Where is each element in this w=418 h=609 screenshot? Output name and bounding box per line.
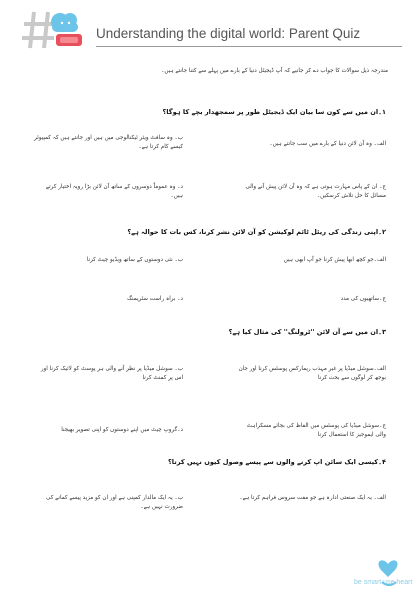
question-3-option-a: الف۔سوشل میڈیا پر غیر مہذب ریمارکس پوسٹس کرنا اور جان بوجھ کر لوگوں سے بحث کرنا: [238, 366, 386, 381]
footer-logo-text: be smart use heart: [354, 579, 413, 586]
be-smart-use-heart-logo-icon: [352, 548, 413, 598]
question-3-option-b: ب۔ سوشل میڈیا پر نظر آنے والی ہر پوسٹ کو لائیک کرنا اور اس پر کمنٹ کرنا: [40, 366, 183, 381]
question-4-option-b: ب۔ یہ ایک مالدار کمپنی ہے اور ان کو مزید پیسے کمانے کی ضرورت نہیں ہے۔: [46, 495, 183, 510]
page-title: Understanding the digital world: Parent Quiz: [96, 26, 361, 41]
quiz-intro: مندرجہ ذیل سوالات کا جواب دے کر جانیے کہ آپ ڈیجیٹل دنیا کے بارے میں پہلے سے کتنا جانتے ہیں۔: [161, 68, 388, 74]
question-2: ۲۔اپنی زندگی کی ریئل ٹائم لوکیشن کو آن لائن نشر کرنا، کس بات کا حوالہ ہے؟: [127, 228, 386, 236]
question-4: ۴۔کیسی ایک سائن اپ کرنے والوں سے پیسے وصول کیوں نہیں کرتا؟: [167, 458, 386, 466]
question-1-option-d: د۔ وہ عموماً دوسروں کے ساتھ آن لائن بڑا رویہ اختیار کرتے ہیں۔: [45, 184, 183, 199]
question-4-option-a: الف۔ یہ ایک صنعتی ادارہ ہے جو مفت سروس فراہم کرتا ہے۔: [239, 495, 386, 501]
question-3-option-d: د۔گروپ چیٹ میں اپنے دوستوں کو اپنی تصویر بھیجنا: [61, 427, 183, 433]
title-underline: [96, 46, 402, 47]
question-1: ۱۔ان میں سے کون سا بیان ایک ڈیجیٹل طور پر سمجھدار بچے کا ہوگا؟: [162, 108, 386, 116]
question-2-option-d: د۔ براہ راست سٹریمنگ: [127, 296, 183, 302]
question-2-option-c: ج۔ساتھیوں کی مدد: [340, 296, 386, 302]
question-3: ۳۔ان میں سے آن لائن ''ٹرولنگ'' کی مثال کیا ہے؟: [228, 328, 386, 336]
question-2-option-b: ب۔ نئی دوستوں کے ساتھ ویڈیو چیٹ کرنا: [86, 257, 183, 263]
question-1-option-c: ج۔ ان کے پاس مہارت ہوتی ہے کہ وہ آن لائن پیش آنے والی مسائل کا حل تلاش کرسکیں۔: [245, 184, 386, 199]
question-1-option-a: الف۔ وہ آن لائن دنیا کے بارے میں سب جانتے ہیں۔: [269, 141, 386, 147]
page-header: [0, 0, 418, 60]
question-3-option-c: ج۔سوشل میڈیا کی پوسٹس میں الفاظ کی بجائے مسکراہٹ والی ایموجیز کا استعمال کرنا: [246, 423, 386, 438]
question-2-option-a: الف۔جو کچھ ابھا پیش کرنا جو آپ ابھی ہیں: [283, 257, 386, 263]
hashtag-cloud-logo-icon: [20, 6, 92, 52]
question-1-option-b: ب۔ وہ سافٹ ویئر ٹیکنالوجی میں ہیں اور جانتے ہیں کہ کمپیوٹر کیسے کام کرتا ہے۔: [34, 135, 183, 150]
